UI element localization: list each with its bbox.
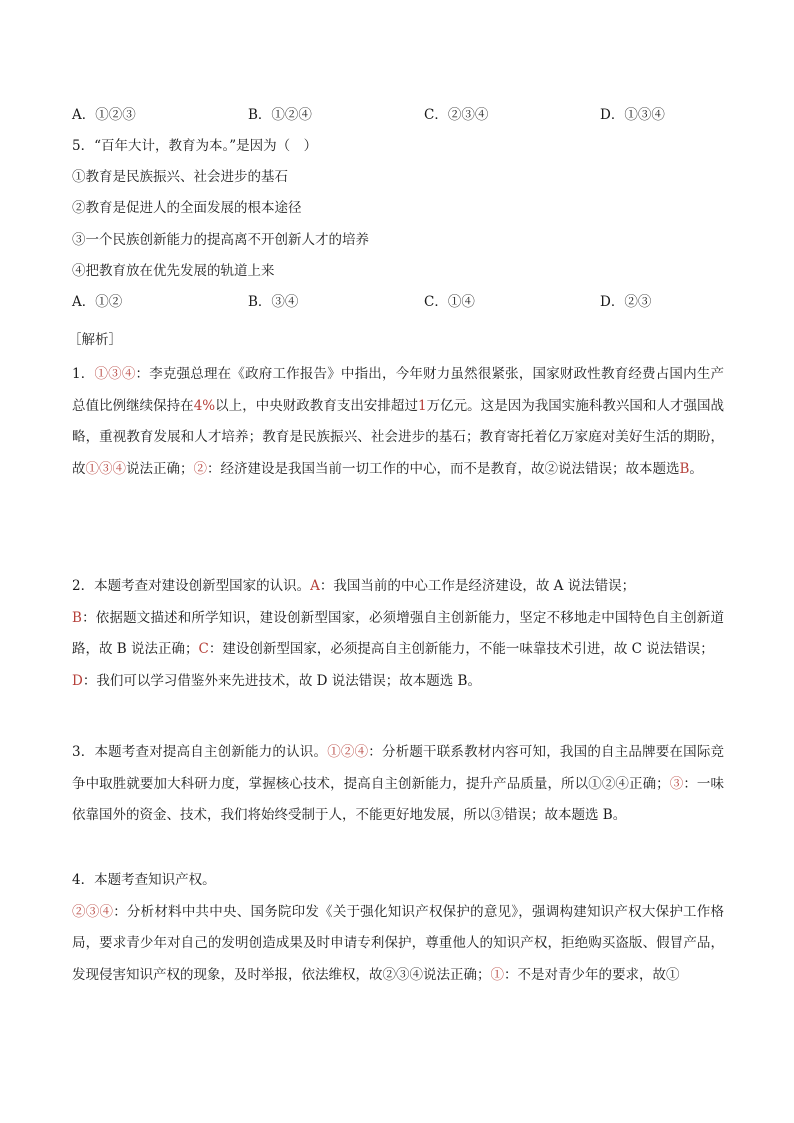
answer-1-key-4: ①③④ (85, 460, 126, 477)
answer-3-text-2: ：分析题干联系教材内容可知，我国的自主品牌要在国际竞争中取胜就要加大科研力度，掌握核心技术，提高自主创新能力，提升产品质量，所以①②④正确； (72, 744, 725, 792)
q4-option-c: C．②③④ (424, 107, 489, 123)
answer-2-key-2: B (72, 609, 82, 626)
q5-item-2: ②教育是促进人的全面发展的根本途径 (72, 200, 302, 216)
answer-2-text-4: ：建设创新型国家，必须提高自主创新能力，不能一味靠技术引进，故 C 说法错误； (208, 641, 714, 657)
q4-options (72, 103, 692, 123)
answer-1 (72, 359, 724, 485)
answer-1-key-2: 4% (193, 397, 216, 414)
q5-option-c: C．①④ (424, 294, 475, 310)
answer-1-text-6: 。 (689, 460, 703, 477)
q4-option-b: B．①②④ (248, 107, 312, 123)
q5-option-d: D．②③ (600, 294, 652, 310)
answer-1-text-2: 以上，中央财政教育支出安排超过 (215, 397, 418, 414)
answer-1-key-6: B (679, 460, 690, 477)
answer-4-key-2: ① (490, 966, 504, 983)
answer-1-text-1: ：李克强总理在《政府工作报告》中指出，今年财力虽然很紧张，国家财政性教育经费占国内生产总值比例继续保持在 (72, 366, 725, 414)
answer-3-text-1: 本题考查对提高自主创新能力的认识。 (94, 744, 328, 760)
answer-4-number: 4． (72, 872, 95, 888)
answer-2 (72, 571, 724, 697)
q4-option-a: A．①②③ (72, 107, 136, 123)
answer-4-text-2: ：分析材料中共中央、国务院印发《关于强化知识产权保护的意见》，强调构建知识产权大保护工作格局，要求青少年对自己的发明创造成果及时申请专利保护，尊重他人的知识产权，拒绝购买盗版、假冒产品，发现侵害知识产权的现象，及时举报，依法维权，故②③④说法正确； (72, 903, 724, 983)
answer-4 (72, 865, 724, 991)
answer-4-text-3: ：不是对青少年的要求，故① (504, 966, 680, 983)
answer-3-key-1: ①②④ (327, 744, 369, 760)
answer-1-text-3: 万亿元。这是因为我国实施科教兴国和人才强国战略，重视教育发展和人才培养；教育是民族振兴、社会进步的基石；教育寄托着亿万家庭对美好生活的期盼，故 (72, 397, 725, 477)
q5-option-b: B．③④ (248, 294, 299, 310)
answer-3-text-3: ：一味依靠国外的资金、技术，我们将始终受制于人，不能更好地发展，所以③错误；故本题选 B。 (72, 775, 725, 823)
answer-1-text-5: ：经济建设是我国当前一切工作的中心，而不是教育，故②说法错误；故本题选 (207, 460, 680, 477)
q5-item-1: ①教育是民族振兴、社会进步的基石 (72, 169, 288, 185)
answer-2-key-3: C (198, 641, 209, 657)
answer-3 (72, 737, 724, 832)
answer-2-text-1: 本题考查对建设创新型国家的认识。 (94, 578, 311, 594)
answer-3-key-2: ③ (669, 775, 684, 792)
answer-1-key-3: 1 (417, 397, 427, 414)
answer-3-number: 3． (72, 744, 95, 760)
q4-option-d: D．①③④ (600, 107, 665, 123)
answer-2-key-1: A (310, 578, 320, 594)
answer-4-key-1: ②③④ (72, 903, 114, 920)
q5-option-a: A．①② (72, 294, 123, 310)
analysis-label: ［解析］ (68, 332, 122, 348)
answer-4-text-1: 本题考查知识产权。 (94, 872, 216, 888)
answer-1-key-5: ② (193, 460, 207, 477)
answer-2-key-4: D (72, 672, 83, 689)
answer-1-key-1: ①③④ (94, 366, 136, 382)
answer-1-text-4: 说法正确； (126, 460, 194, 477)
answer-2-text-5: ：我们可以学习借鉴外来先进技术，故 D 说法错误；故本题选 B。 (82, 672, 481, 689)
answer-2-text-3: ：依据题文描述和所学知识，建设创新型国家，必须增强自主创新能力，坚定不移地走中国特色自主创新道路，故 B 说法正确； (72, 609, 724, 657)
q5-item-3: ③一个民族创新能力的提高离不开创新人才的培养 (72, 232, 369, 248)
q5-stem: 5．“百年大计，教育为本。”是因为（ ） (72, 138, 318, 154)
answer-2-number: 2． (72, 578, 95, 594)
answer-1-number: 1． (72, 366, 95, 382)
answer-2-text-2: ：我国当前的中心工作是经济建设，故 A 说法错误； (319, 578, 636, 594)
q5-options (72, 290, 692, 310)
q5-item-4: ④把教育放在优先发展的轨道上来 (72, 263, 275, 279)
